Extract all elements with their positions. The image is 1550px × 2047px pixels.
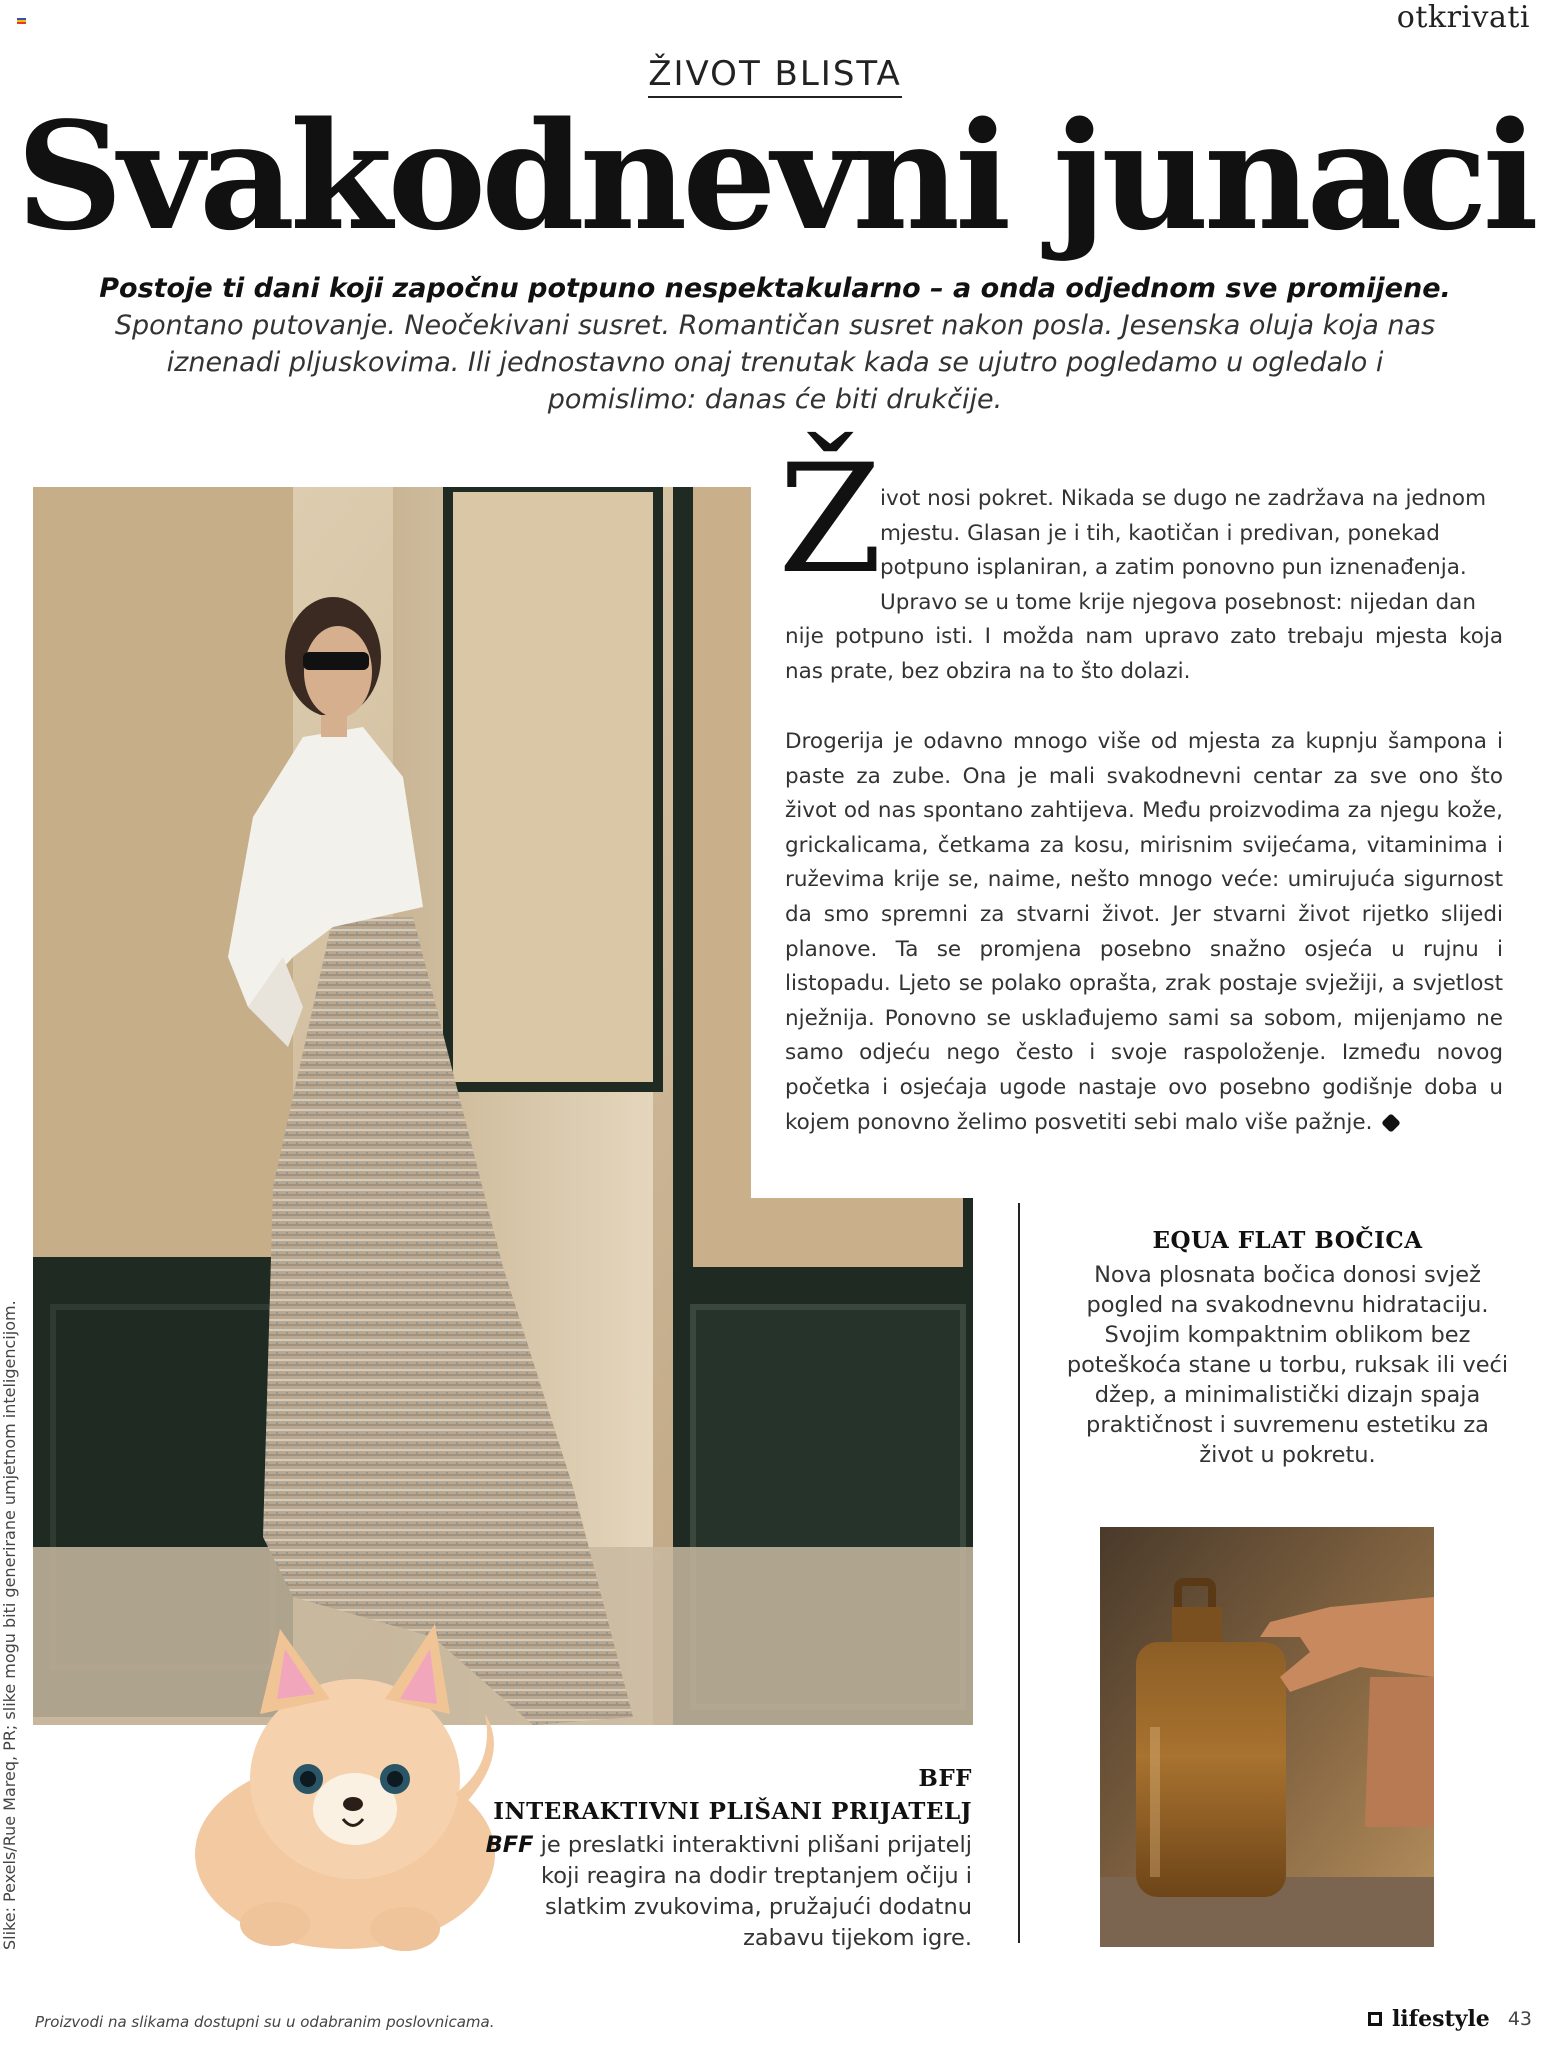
kicker-text: ŽIVOT BLISTA (648, 54, 902, 98)
photo-credit: Slike: Pexels/Rue Mareq, PR; slike mogu biti generirane umjetnom inteligencijom. (0, 1300, 19, 1950)
lead-paragraph (90, 270, 1460, 418)
section-tag: otkrivati (1396, 0, 1530, 35)
lead-rest: Spontano putovanje. Neočekivani susret. Romantičan susret nakon posla. Jesenska oluja koja nas iznenadi pljuskovima. Ili jednostavno onaj trenutak kada se ujutro pogledamo u ogledalo i pomislimo: danas će biti drukčije. (114, 310, 1436, 415)
plush-toy-photo (165, 1604, 515, 1964)
end-mark-icon (1382, 1113, 1402, 1133)
equa-title: EQUA FLAT BOČICA (1152, 1227, 1423, 1254)
lead-bold: Postoje ti dani koji započnu potpuno nespektakularno – a onda odjednom sve promijene. (99, 273, 1451, 304)
article-paragraph-2 (785, 725, 1503, 1140)
bff-description (480, 1830, 972, 1954)
article-paragraph-1-end: nije potpuno isti. I možda nam upravo zato trebaju mjesta koja nas prate, bez obzira na to što dolazi. (785, 624, 1503, 684)
article-paragraph-1-start: ivot nosi pokret. Nikada se dugo ne zadržava na jednom mjestu. Glasan je i tih, kaotičan i predivan, ponekad potpuno isplaniran, a zatim ponovno pun iznenađenja. Upravo se u tome krije njegova posebnost: nijedan dan (880, 486, 1487, 615)
equa-description: Nova plosnata bočica donosi svjež pogled na svakodnevnu hidrataciju. Svojim kompaktnim oblikom bez poteškoća stane u torbu, ruksak ili veći džep, a minimalistički dizajn spaja praktičnost i suvremenu estetiku za život u pokretu. (1066, 1262, 1509, 1468)
bottle-photo (1100, 1527, 1434, 1947)
footer-note: Proizvodi na slikama dostupni su u odabranim poslovnicama. (35, 2013, 495, 2031)
color-bar-icon (17, 18, 26, 24)
drop-cap: Ž (778, 433, 883, 607)
footer-brand (1366, 2006, 1532, 2032)
bff-description-text: je preslatki interaktivni plišani prijatelj koji reagira na dodir treptanjem očiju i slatkim zvukovima, pružajući dodatnu zabavu tijekom igre. (533, 1832, 972, 1951)
headline: Svakodnevni junaci (16, 89, 1534, 263)
column-divider (1018, 1203, 1020, 1943)
article-paragraph-2-text: Drogerija je odavno mnogo više od mjesta za kupnju šampona i paste za zube. Ona je mali svakodnevni centar za sve ono što život od nas spontano zahtijeva. Među proizvodima za njegu kože, grickalicama, četkama za kosu, mirisnim svijećama, vitaminima i ruževima krije se, naime, nešto mnogo veće: umirujuća sigurnost da smo spremni za stvarni život. Jer stvarni život rijetko slijedi planove. Ta se promjena posebno snažno osjeća u rujnu i listopadu. Ljeto se polako oprašta, zrak postaje svježiji, a svjetlost nježnija. Ponovno se usklađujemo sami sa sobom, mijenjamo ne samo odjeću nego često i svoje raspoloženje. Između novog početka i osjećaja ugode nastaje ovo posebno godišnje doba u kojem ponovno želimo posvetiti sebi malo više pažnje. (785, 729, 1503, 1135)
product-equa (1065, 1227, 1510, 1470)
bff-brand-inline: BFF (485, 1832, 534, 1858)
page-number: 43 (1507, 2008, 1532, 2030)
bff-title-line-2: INTERAKTIVNI PLIŠANI PRIJATELJ (493, 1798, 972, 1825)
product-bff (480, 1762, 972, 1954)
bff-title-line-1: BFF (918, 1765, 972, 1792)
kicker (0, 54, 1550, 94)
brand-name: lifestyle (1391, 2006, 1490, 2032)
square-frame-icon (1366, 2010, 1384, 2028)
